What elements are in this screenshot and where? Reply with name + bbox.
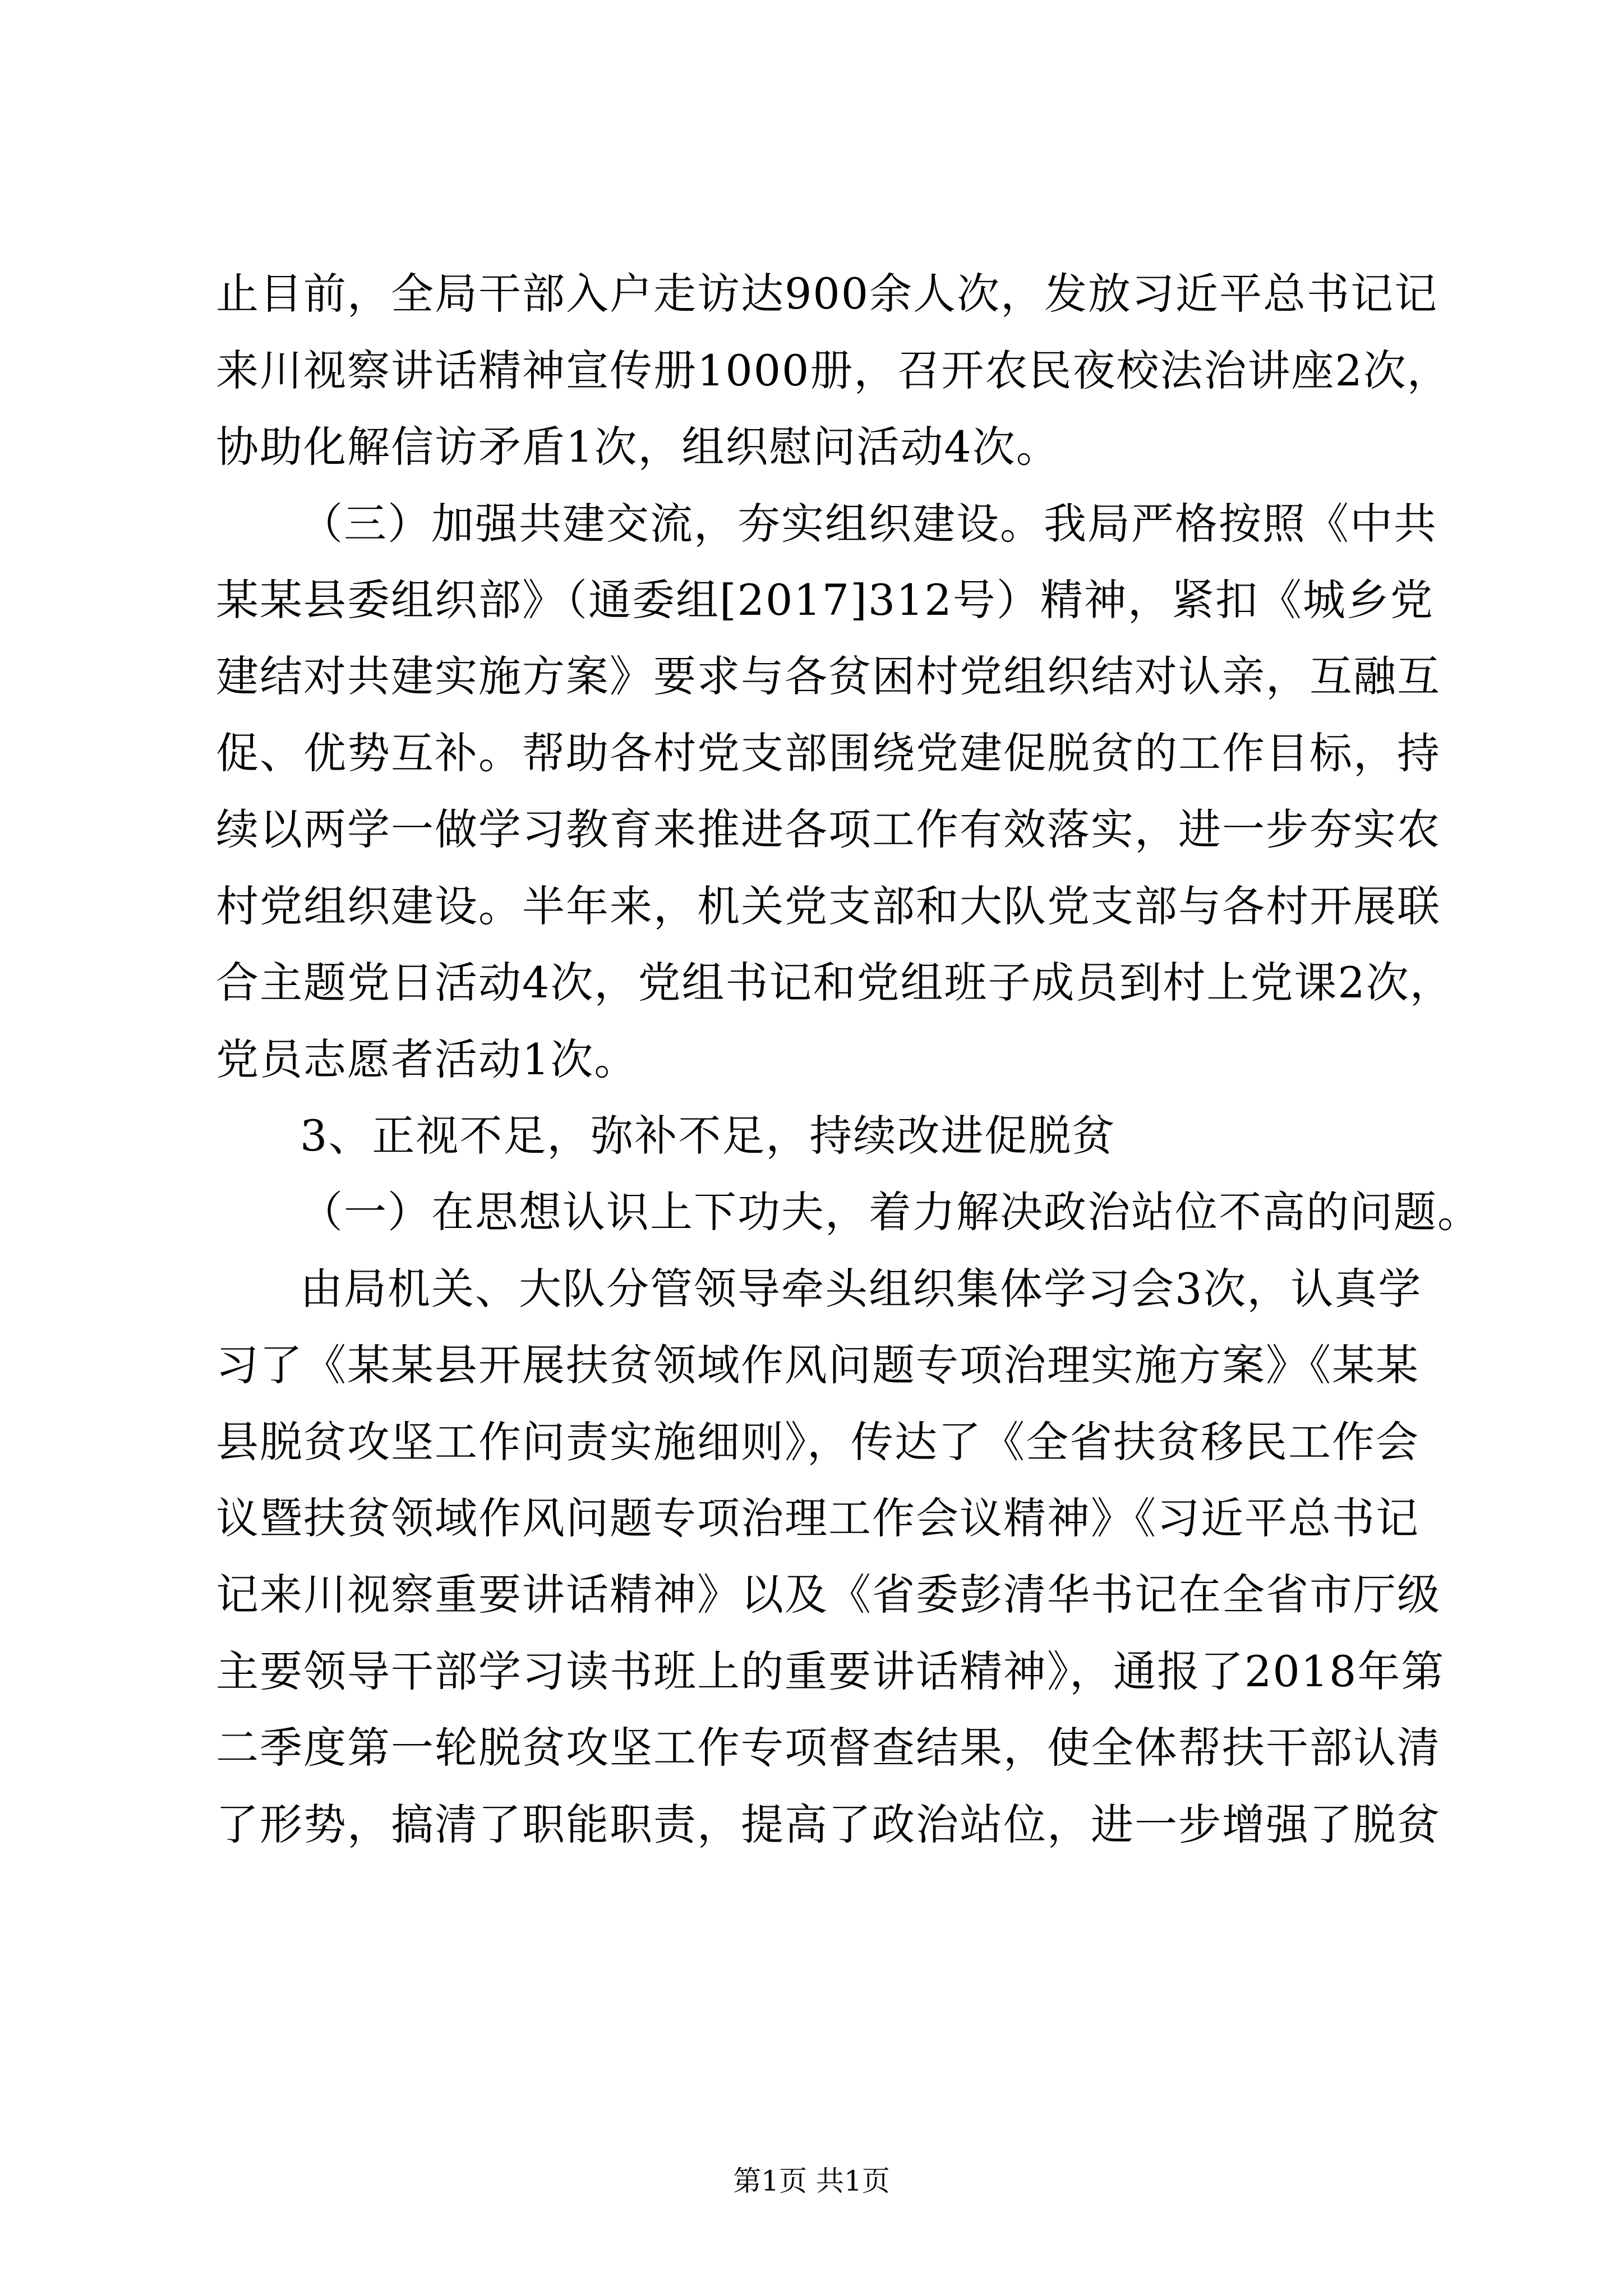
text-line: 来川视察讲话精神宣传册1000册，召开农民夜校法治讲座2次， [216,346,1451,395]
text-line: 县脱贫攻坚工作问责实施细则》，传达了《全省扶贫移民工作会 [216,1417,1419,1467]
text-line: 习了《某某县开展扶贫领域作风问题专项治理实施方案》《某某 [216,1340,1419,1390]
text-line: 止目前，全局干部入户走访达900余人次，发放习近平总书记记 [216,269,1438,319]
text-line: 二季度第一轮脱贫攻坚工作专项督查结果，使全体帮扶干部认清 [216,1723,1441,1773]
text-line: 村党组织建设。半年来，机关党支部和大队党支部与各村开展联 [216,881,1441,931]
paragraph-start: 由局机关、大队分管领导牵头组织集体学习会3次，认真学 [300,1264,1422,1314]
text-line: 协助化解信访矛盾1次，组织慰问活动4次。 [216,422,1060,472]
text-line: 促、优势互补。帮助各村党支部围绕党建促脱贫的工作目标，持 [216,728,1441,778]
text-line: 主要领导干部学习读书班上的重要讲话精神》，通报了2018年第 [216,1646,1445,1696]
page-footer: 第1页 共1页 [733,2165,890,2197]
text-line: 合主题党日活动4次，党组书记和党组班子成员到村上党课2次， [216,958,1454,1007]
text-line: 续以两学一做学习教育来推进各项工作有效落实，进一步夯实农 [216,804,1441,854]
section-heading: 3、正视不足，弥补不足，持续改进促脱贫 [300,1111,1116,1161]
paragraph-start: （三）加强共建交流，夯实组织建设。我局严格按照《中共 [300,499,1437,549]
text-line: 党员志愿者活动1次。 [216,1034,638,1084]
text-line: 了形势，搞清了职能职责，提高了政治站位，进一步增强了脱贫 [216,1800,1441,1849]
text-line: 记来川视察重要讲话精神》以及《省委彭清华书记在全省市厅级 [216,1570,1441,1619]
subsection-heading: （一）在思想认识上下功夫，着力解决政治站位不高的问题。 [300,1187,1481,1237]
text-line: 议暨扶贫领域作风问题专项治理工作会议精神》《习近平总书记 [216,1493,1419,1543]
text-line: 建结对共建实施方案》要求与各贫困村党组织结对认亲，互融互 [216,651,1441,701]
text-line: 某某县委组织部》（通委组[2017]312号）精神，紧扣《城乡党 [216,575,1434,625]
